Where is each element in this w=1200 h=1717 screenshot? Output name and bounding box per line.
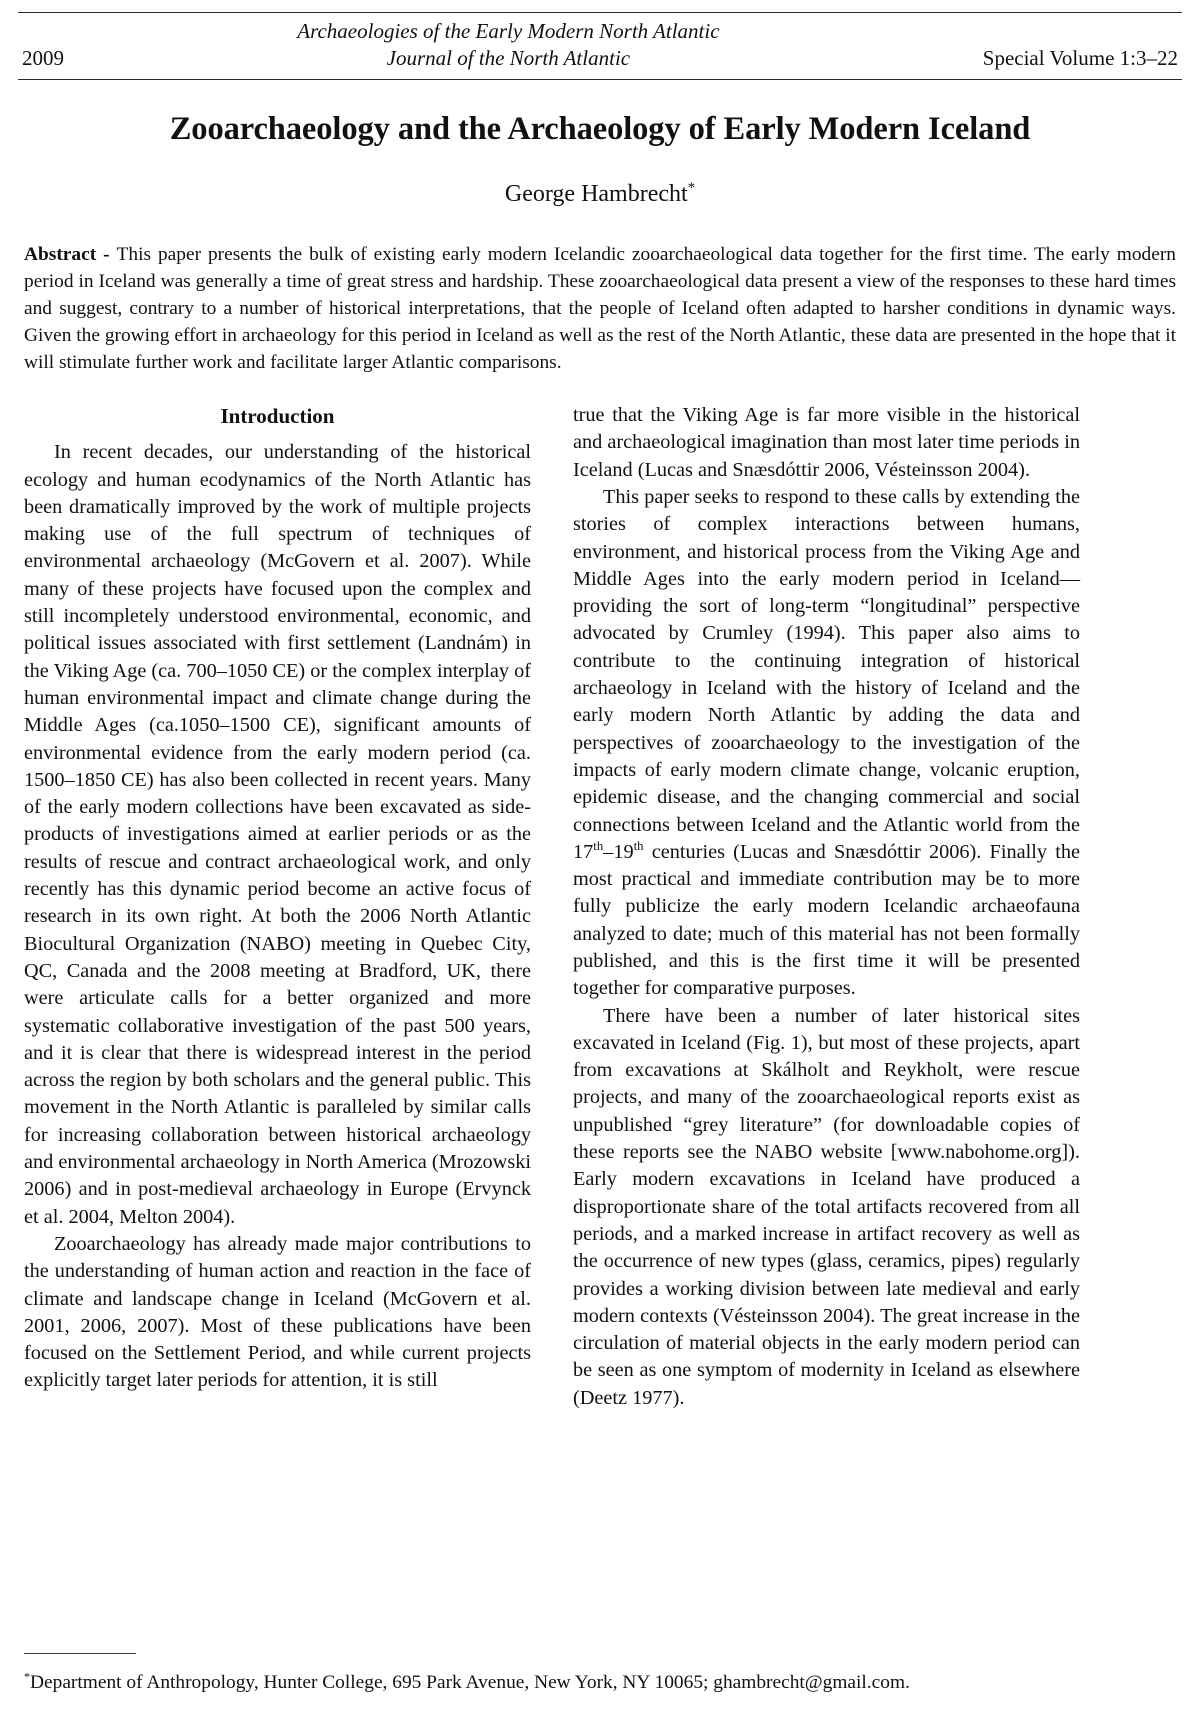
header-volume-info: Special Volume 1:3–22 <box>982 45 1178 70</box>
header-bottom-rule <box>18 79 1182 80</box>
page-title: Zooarchaeology and the Archaeology of Early Modern Iceland <box>169 110 1031 147</box>
paragraph-text-part: This paper seeks to respond to these calls by extending the stories of complex interactions between humans, environment, and historical process from the Viking Age and Middle Ages into the early modern period in Iceland—providing the sort of long-term “longitudinal” perspective advocated by Crumley (1994). This paper also aims to contribute to the continuing integration of historical archaeology in Iceland with the history of Iceland and the early modern North Atlantic by adding the data and perspectives of zooarchaeology to the investigation of the impacts of early modern climate change, volcanic eruption, epidemic disease, and the changing commercial and social connections between Iceland and the Atlantic world from the 17 <box>573 485 1080 863</box>
header-journal-info <box>34 18 983 72</box>
right-column <box>573 402 1080 1412</box>
ordinal-superscript: th <box>633 839 644 854</box>
footnote-marker: * <box>24 1669 31 1684</box>
paper-page <box>0 12 1200 1717</box>
footnote <box>24 1670 1176 1695</box>
paragraph: Zooarchaeology has already made major contributions to the understanding of human action and reaction in the face of climate and landscape change in Iceland (McGovern et al. 2001, 2006, 2007). Most of these publications have been focused on the Settlement Period, and while current projects explicitly target later periods for attention, it is still <box>24 1232 531 1392</box>
header-series-title: Archaeologies of the Early Modern North Atlantic <box>297 19 720 43</box>
paragraph <box>573 484 1080 1003</box>
paragraph: There have been a number of later historical sites excavated in Iceland (Fig. 1), but most of these projects, apart from excavations at Skálholt and Reykholt, were rescue projects, and many of the zooarchaeological reports exist as unpublished “grey literature” (for downloadable copies of these reports see the NABO website [www.nabohome.org]). Early modern excavations in Iceland have produced a disproportionate share of the total artifacts recovered from all periods, and a marked increase in artifact recovery as well as the occurrence of new types (glass, ceramics, pipes) regularly provides a working division between late medieval and early modern contexts (Vésteinsson 2004). The great increase in the circulation of material objects in the early modern period can be seen as one symptom of modernity in Iceland as elsewhere (Deetz 1977). <box>573 1004 1080 1409</box>
footnote-text: Department of Anthropology, Hunter College, 695 Park Avenue, New York, NY 10065; ghambrecht@gmail.com. <box>30 1671 910 1693</box>
abstract-text: This paper presents the bulk of existing early modern Icelandic zooarchaeological data together for the first time. The early modern period in Iceland was generally a time of great stress and hardship. These zooarchaeological data present a view of the responses to these hard times and suggest, contrary to a number of historical interpretations, that the people of Iceland often adapted to harsher conditions in dynamic ways. Given the growing effort in archaeology for this period in Iceland as well as the rest of the North Atlantic, these data are presented in the hope that it will stimulate further work and facilitate larger Atlantic comparisons. <box>24 243 1176 373</box>
abstract <box>24 241 1176 376</box>
author-name: George Hambrecht <box>504 180 688 207</box>
running-head <box>18 13 1182 75</box>
author-footnote-marker: * <box>687 179 696 196</box>
author-line <box>18 181 1182 208</box>
paragraph: true that the Viking Age is far more visible in the historical and archaeological imagination than most later time periods in Iceland (Lucas and Snæsdóttir 2006, Vésteinsson 2004). <box>573 404 1080 481</box>
header-journal-title: Journal of the North Atlantic <box>386 45 631 70</box>
header-year: 2009 <box>22 45 64 70</box>
section-heading-introduction: Introduction <box>220 404 335 429</box>
paragraph-text-part: –19 <box>603 840 634 863</box>
ordinal-superscript: th <box>593 839 604 854</box>
paragraph: In recent decades, our understanding of the historical ecology and human ecodynamics of the North Atlantic has been dramatically improved by the work of multiple projects making use of the full spectrum of techniques of environmental archaeology (McGovern et al. 2007). While many of these projects have focused upon the complex and still incompletely understood environmental, economic, and political issues associated with first settlement (Landnám) in the Viking Age (ca. 700–1050 CE) or the complex interplay of human environmental impact and climate change during the Middle Ages (ca.1050–1500 CE), significant amounts of environmental evidence from the early modern period (ca. 1500–1850 CE) has also been collected in recent years. Many of the early modern collections have been excavated as side-products of investigations aimed at earlier periods or as the results of rescue and contract archaeological work, and only recently has this dynamic period become an active focus of research in its own right. At both the 2006 North Atlantic Biocultural Organization (NABO) meeting in Quebec City, QC, Canada and the 2008 meeting at Bradford, UK, there were articulate calls for a better organized and more systematic collaborative investigation of the past 500 years, and it is clear that there is widespread interest in the period across the region by both scholars and the general public. This movement in the North Atlantic is paralleled by similar calls for increasing collaboration between historical archaeology and environmental archaeology in North America (Mrozowski 2006) and in post-medieval archaeology in Europe (Ervynck et al. 2004, Melton 2004). <box>24 441 532 1228</box>
abstract-label: Abstract - <box>24 243 117 265</box>
paragraph-text-part: centuries (Lucas and Snæsdóttir 2006). Finally the most practical and immediate contribution may be to more fully publicize the early modern Icelandic archaeofauna analyzed to date; much of this material has not been formally published, and this is the first time it will be presented together for comparative purposes. <box>573 840 1080 1000</box>
body-columns <box>24 402 1176 1412</box>
left-column <box>24 402 531 1412</box>
footnote-area <box>24 1653 1176 1695</box>
footnote-separator-rule <box>24 1653 136 1654</box>
